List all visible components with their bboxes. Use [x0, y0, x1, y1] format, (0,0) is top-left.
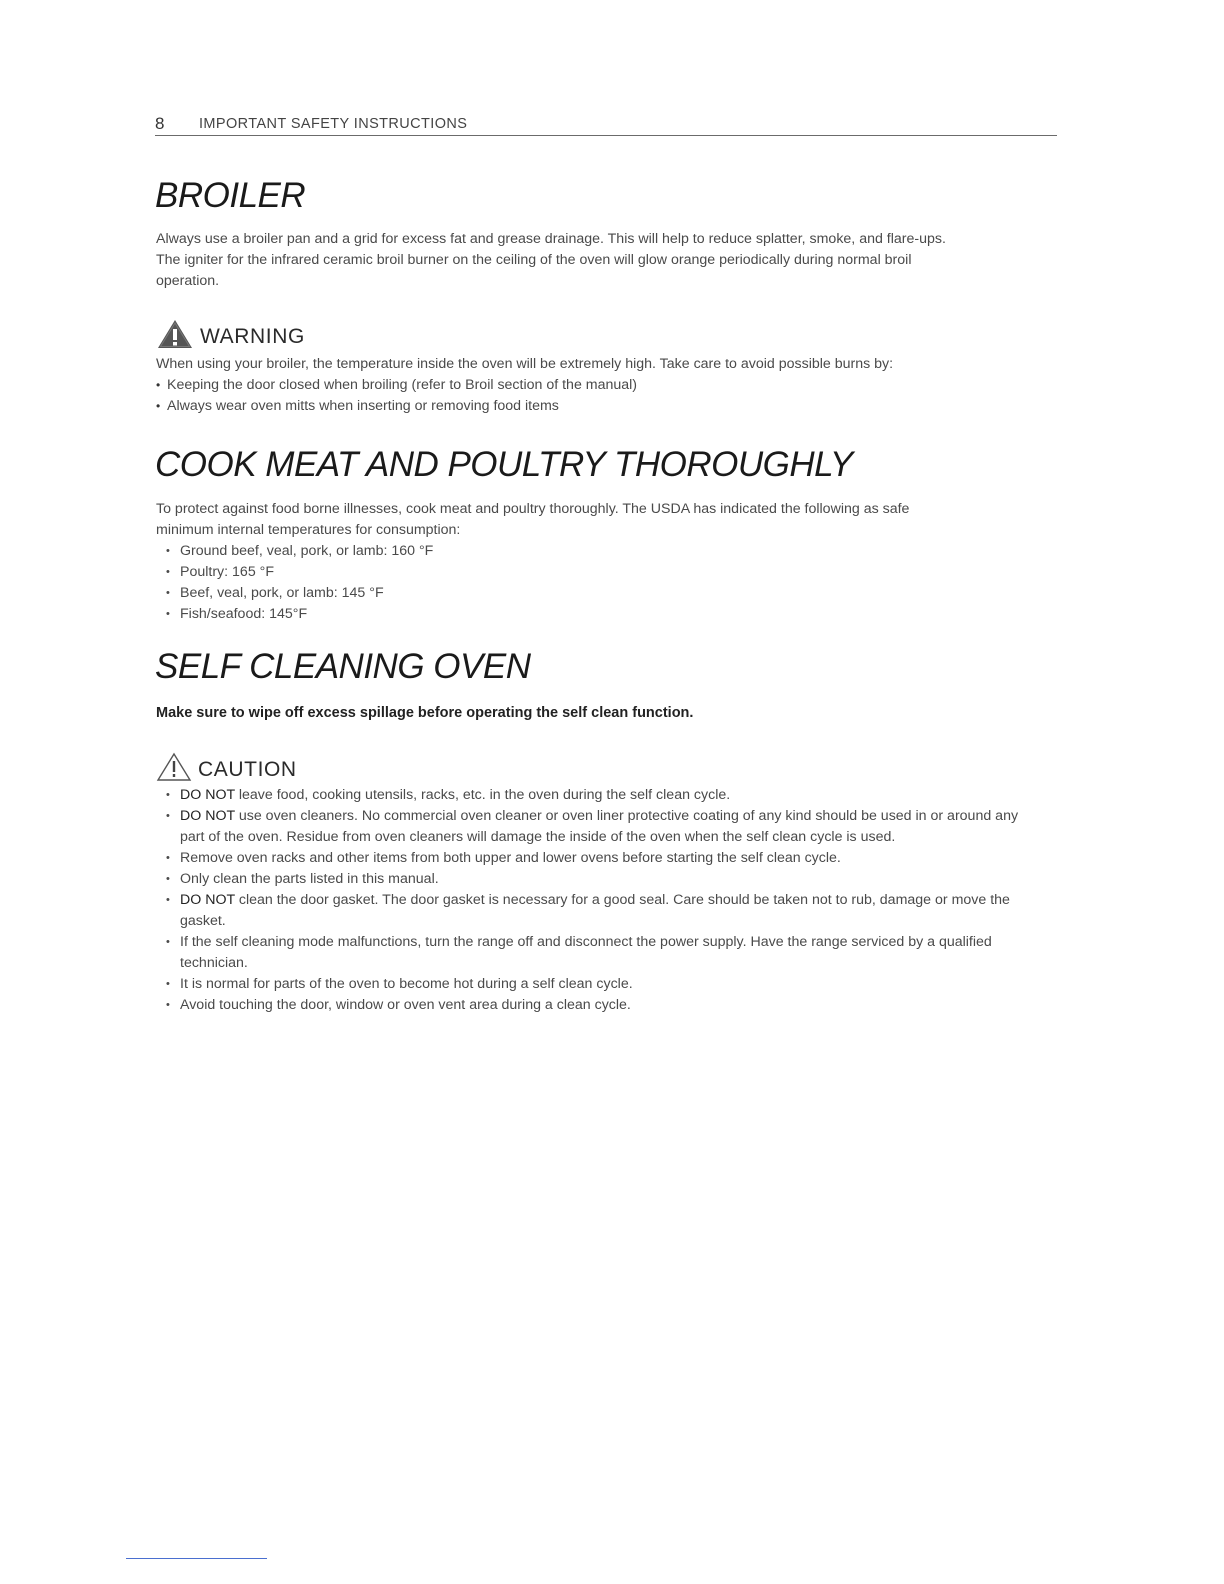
list-item: [156, 890, 1036, 932]
caution-callout: [156, 752, 297, 787]
list-item-text: Remove oven racks and other items from both upper and lower ovens before starting the self clean cycle.: [180, 850, 841, 866]
caution-label: CAUTION: [198, 757, 297, 781]
list-item: [156, 974, 1036, 995]
list-item: [156, 785, 1036, 806]
do-not-label: DO NOT: [180, 808, 235, 824]
warning-list: [156, 375, 1036, 417]
list-item: • Ground beef, veal, pork, or lamb: 160 °F: [156, 541, 1036, 562]
cook-meat-line: minimum internal temperatures for consumption:: [156, 522, 461, 538]
broiler-paragraph: [156, 229, 1036, 292]
list-item: [156, 932, 1036, 974]
list-item: • Fish/seafood: 145°F: [156, 604, 1036, 625]
broiler-line: The igniter for the infrared ceramic broil burner on the ceiling of the oven will glow orange periodically during normal broil: [156, 252, 912, 268]
broiler-heading: BROILER: [155, 176, 306, 215]
list-item-text: clean the door gasket. The door gasket is necessary for a good seal. Care should be taken not to rub, damage or move the gasket.: [180, 892, 1010, 929]
list-item: • Always wear oven mitts when inserting or removing food items: [156, 396, 1036, 417]
list-item: [156, 806, 1036, 848]
list-item-text: Only clean the parts listed in this manual.: [180, 871, 439, 887]
do-not-label: DO NOT: [180, 892, 235, 908]
warning-callout: [156, 318, 305, 355]
page-header: [155, 112, 1057, 136]
caution-list: [156, 785, 1036, 1016]
list-item: [156, 869, 1036, 890]
list-item-text: If the self cleaning mode malfunctions, turn the range off and disconnect the power supply. Have the range serviced by a qualified technician.: [180, 934, 992, 971]
warning-intro: When using your broiler, the temperature inside the oven will be extremely high. Take care to avoid possible burns by:: [156, 356, 894, 372]
cook-meat-paragraph: [156, 499, 1036, 541]
list-item: [156, 848, 1036, 869]
page-number: 8: [155, 114, 165, 133]
self-clean-heading: SELF CLEANING OVEN: [155, 647, 531, 686]
list-item-text: leave food, cooking utensils, racks, etc. in the oven during the self clean cycle.: [234, 787, 731, 803]
cook-meat-heading: COOK MEAT AND POULTRY THOROUGHLY: [155, 445, 853, 484]
list-item: • Beef, veal, pork, or lamb: 145 °F: [156, 583, 1036, 604]
warning-label: WARNING: [200, 324, 305, 348]
self-clean-lead: Make sure to wipe off excess spillage before operating the self clean function.: [156, 705, 694, 721]
section-label: IMPORTANT SAFETY INSTRUCTIONS: [199, 116, 468, 132]
list-item-text: It is normal for parts of the oven to become hot during a self clean cycle.: [180, 976, 633, 992]
footer-rule: [126, 1558, 267, 1559]
list-item: • Poultry: 165 °F: [156, 562, 1036, 583]
broiler-line: Always use a broiler pan and a grid for excess fat and grease drainage. This will help to reduce splatter, smoke, and flare-ups.: [156, 231, 946, 247]
cook-meat-line: To protect against food borne illnesses, cook meat and poultry thoroughly. The USDA has indicated the following as safe: [156, 501, 910, 517]
temperature-list: [156, 541, 1036, 625]
list-item: [156, 995, 1036, 1016]
do-not-label: DO NOT: [180, 787, 235, 803]
warning-icon: [156, 318, 194, 355]
list-item: • Keeping the door closed when broiling (refer to Broil section of the manual): [156, 375, 1036, 396]
list-item-text: Avoid touching the door, window or oven vent area during a clean cycle.: [180, 997, 631, 1013]
list-item-text: use oven cleaners. No commercial oven cleaner or oven liner protective coating of any kind should be used in or around any part of the oven. Residue from oven cleaners will damage the inside of the oven when the self clean cycle is used.: [180, 808, 1019, 845]
broiler-line: operation.: [156, 273, 220, 289]
caution-icon: [156, 752, 192, 787]
